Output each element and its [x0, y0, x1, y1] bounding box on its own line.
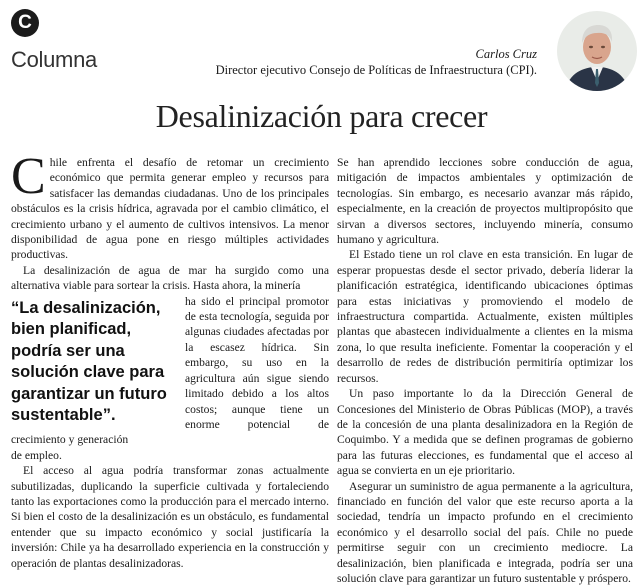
- author-byline: [117, 46, 537, 78]
- paragraph: El Estado tiene un rol clave en esta transición. En lugar de esperar propuestas desde el sector privado, debería liderar la planificación estratégica, identificando ubicaciones óptimas para estas iniciativas y promoviendo el modelo de infraestructura compartida. Actualmente, existen múltiples plantas que abastecen individualmente a clientes en la misma zona, lo que resulta ineficiente. Fomentar la cooperación y el desarrollo de redes de distribución permitiría optimizar los recursos.: [337, 248, 633, 385]
- author-title: Director ejecutivo Consejo de Políticas de Infraestructura (CPI).: [215, 63, 537, 77]
- paragraph-text: ha sido el principal promotor de esta tecnología, seguida por algunas ciudades afectadas por la escasez hídrica. Sin embargo, su uso en la agricultura aún sigue siendo limitado debido a los altos costos; aunque tiene un enorme potencial de crecimiento y generación: [11, 294, 329, 447]
- dropcap: C: [11, 148, 46, 205]
- author-name: Carlos Cruz: [475, 47, 537, 61]
- section-label: Columna: [11, 47, 97, 72]
- paragraph: Un paso importante lo da la Dirección General de Concesiones del Ministerio de Obras Públicas (MOP), a través de la concesión de una planta desalinizadora en la Región de Coquimbo. Y a medida que se definen programas de gobierno para las futuras elecciones, es fundamental que el acceso al agua se convierta en un eje prioritario.: [337, 387, 633, 478]
- paragraph: de empleo.: [11, 448, 62, 462]
- paragraph: La desalinización de agua de mar ha surgido como una alternativa viable para sortear la crisis. Hasta ahora, la minería: [11, 263, 329, 293]
- paragraph: Asegurar un suministro de agua permanente a la agricultura, financiado en función del valor que este recurso aporta a la sociedad, tendría un impacto profundo en el crecimiento económico y el desarrollo social del país. Chile no puede permitirse seguir con un crecimiento mediocre. La desalinización, bien planificada e integrada, podría ser una solución clave para garantizar un futuro sustentable y próspero.: [337, 479, 633, 585]
- pull-quote: “La desalinización, bien planificad, podría ser una solución clave para garantizar un futuro sustentable”.: [11, 298, 167, 425]
- paragraph: Se han aprendido lecciones sobre conducción de agua, mitigación de impactos ambientales y optimización de tecnologías. Sin embargo, es necesario avanzar más rápido, especialmente, en la creación de proyectos multipropósito que sirvan a diversos sectores, incluyendo minería, consumo humano y agricultura.: [337, 156, 633, 247]
- author-photo: [557, 11, 637, 91]
- article-headline: Desalinización para crecer: [155, 98, 488, 134]
- right-column: [337, 155, 633, 586]
- paragraph: [11, 148, 329, 263]
- quote-block: [11, 294, 329, 448]
- paragraph-text: hile enfrenta el desafío de retomar un crecimiento económico que permita generar empleo y recursos para satisfacer las demandas ciudadanas. Uno de los principales obstáculos es la crisis hídrica, agravada por el cambio climático, el crecimiento urbano y el aumento de cultivos intensivos. La menor disponibilidad de agua pone en riesgo múltiples actividades productivas.: [11, 156, 329, 262]
- paragraph: El acceso al agua podría transformar zonas actualmente subutilizadas, duplicando la superficie cultivada y fortaleciendo tanto las exportaciones como la producción para el mercado interno. Si bien el costo de la desalinización es un obstáculo, es fundamental entender que su impacto económico y social justificaría la inversión: Chile ya ha desarrollado experiencia en la construcción y operación de plantas desalinizadoras.: [11, 464, 329, 570]
- column-badge: C: [11, 9, 39, 37]
- left-column: [11, 148, 329, 571]
